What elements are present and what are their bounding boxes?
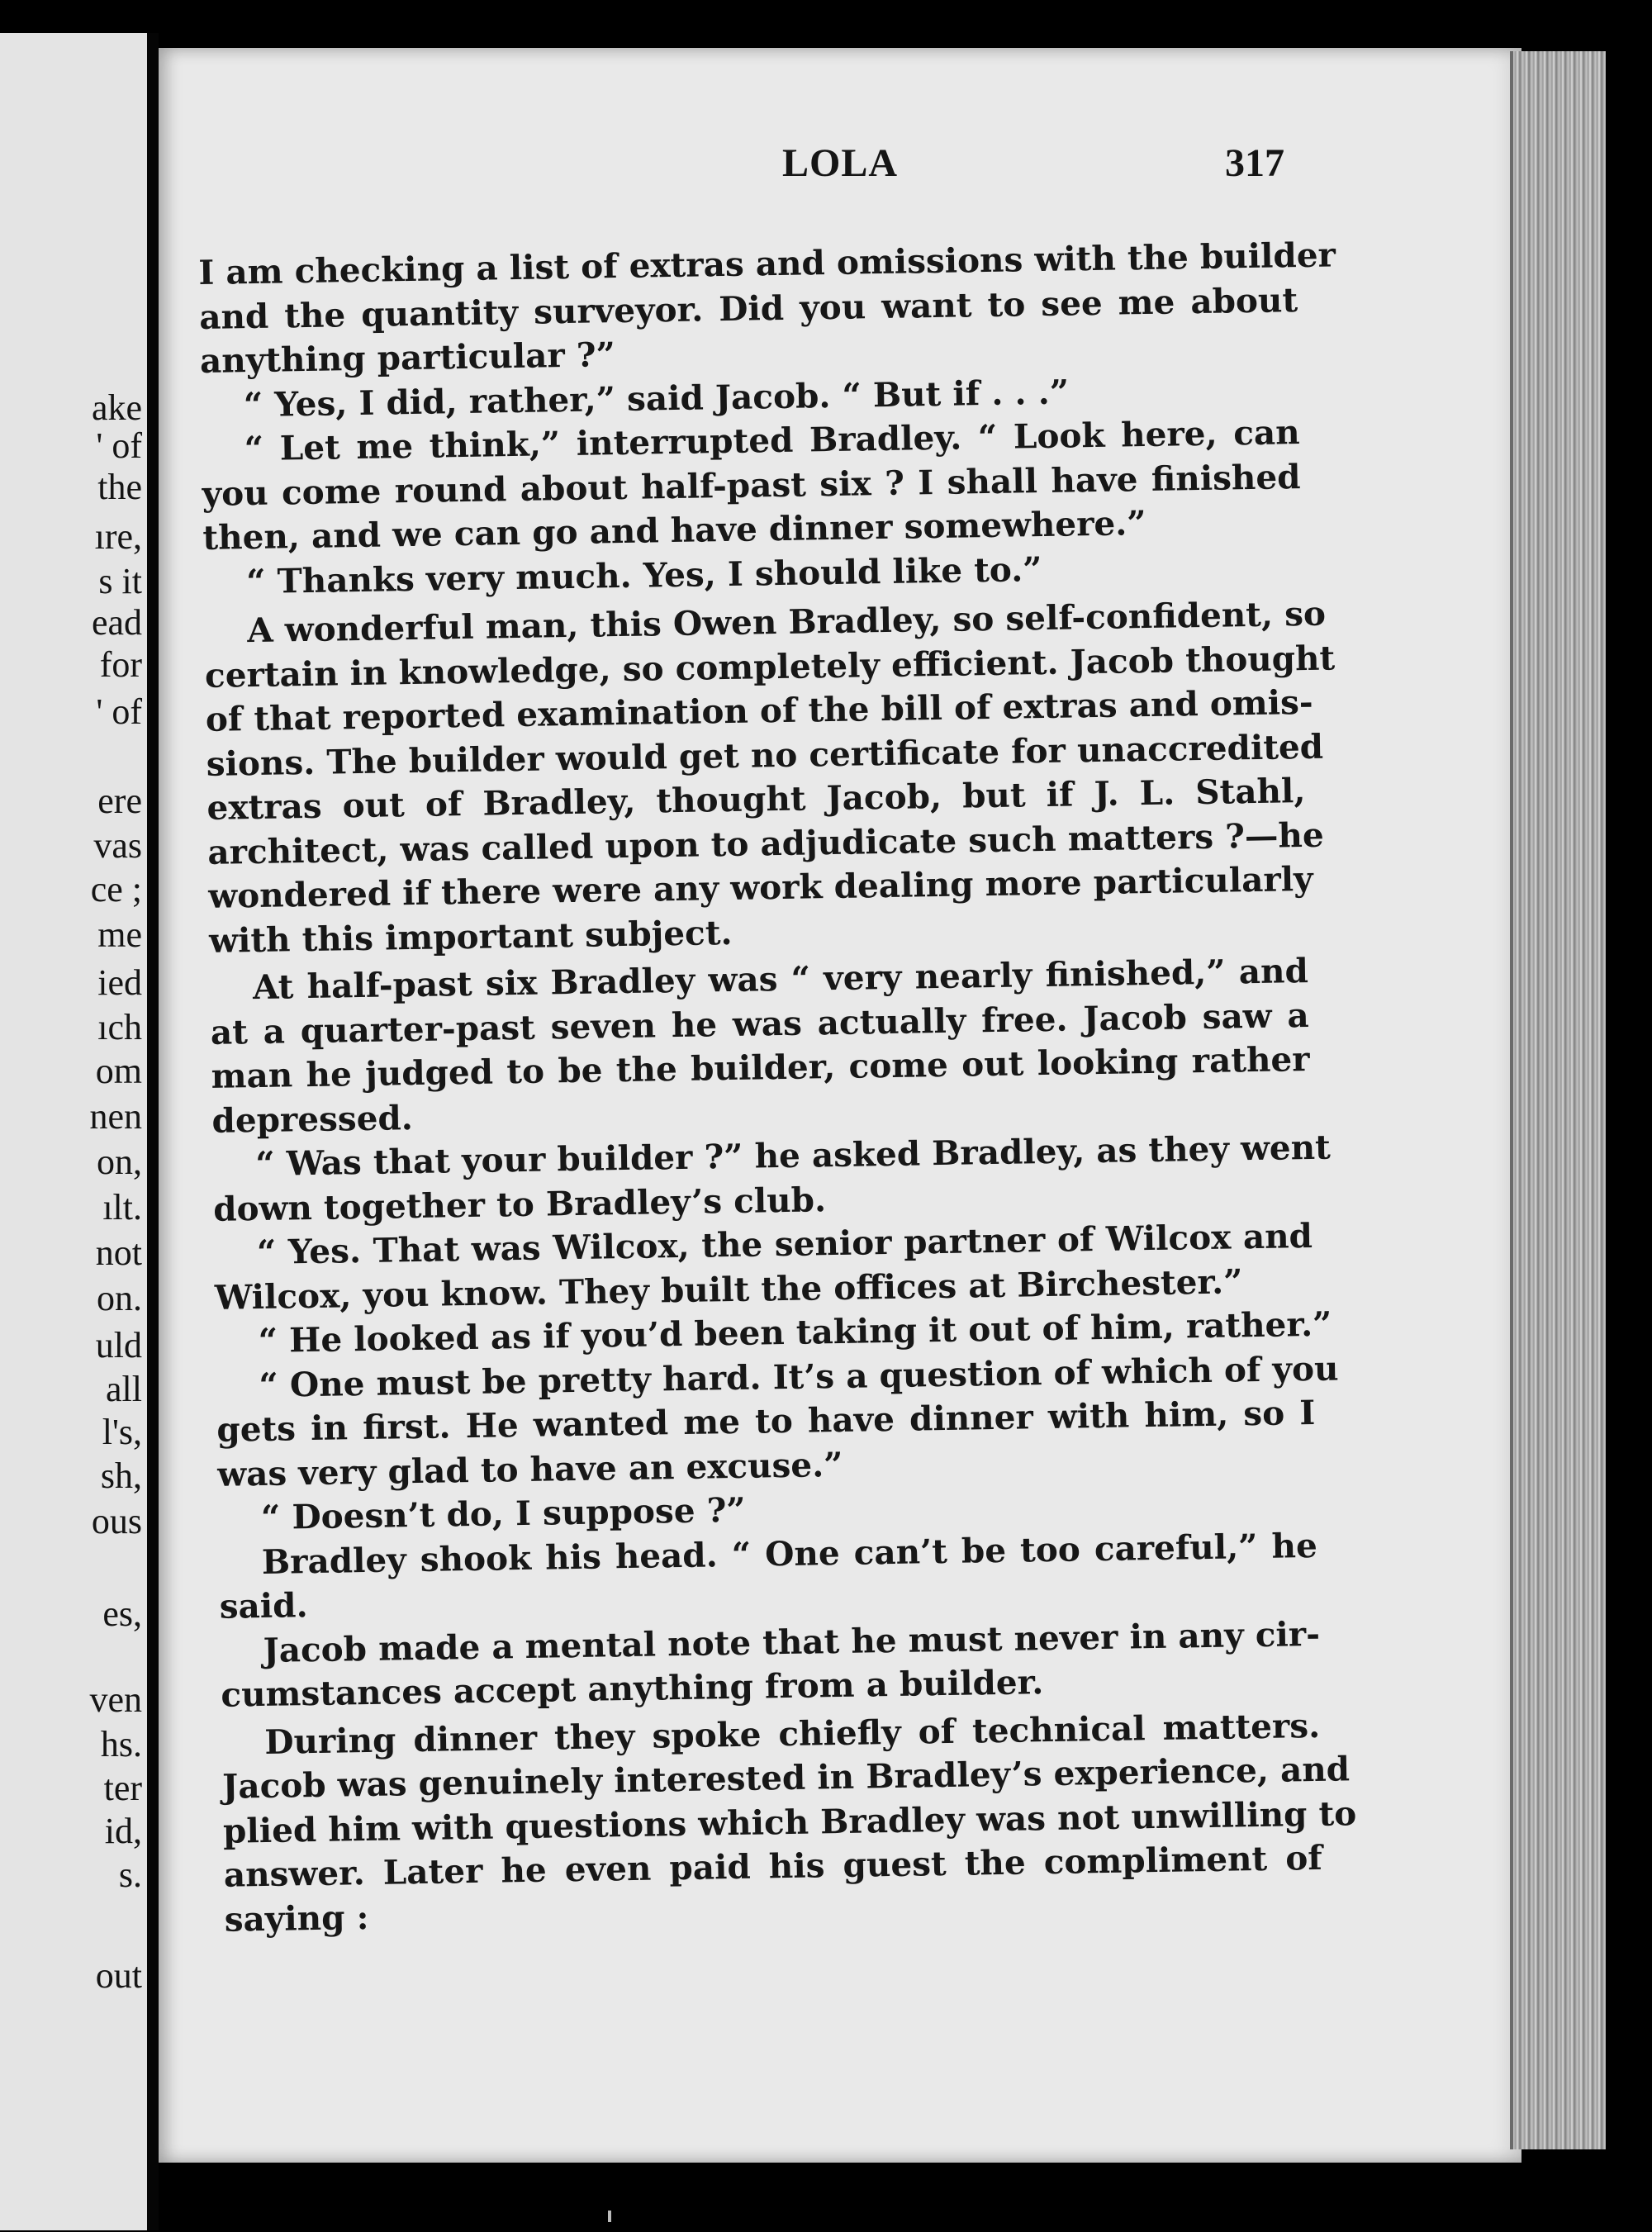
scan-artifact-mark (608, 2211, 611, 2222)
left-page-fragment: ce ; (90, 869, 142, 909)
text-line: cumstances accept anything from a builder. (221, 1662, 1044, 1715)
running-head: LOLA (781, 141, 899, 185)
text-line: anything particular ?” (199, 335, 616, 381)
left-page-fragment: ead (91, 602, 142, 643)
text-line: at a quarter-past seven he was actually free. Jacob saw a (210, 995, 1310, 1052)
text-line: Jacob made a mental note that he must never in any cir- (263, 1613, 1321, 1670)
left-page-fragment: ' of (96, 691, 142, 732)
left-page-fragment: vas (93, 825, 142, 866)
left-page-fragment: l's, (102, 1412, 142, 1452)
text-line: “ Doesn’t do, I suppose ?” (260, 1489, 747, 1537)
left-page-fragment: all (106, 1369, 142, 1409)
left-page-fragment: ıch (97, 1007, 142, 1047)
text-line: saying : (224, 1897, 369, 1940)
text-line: “ One must be pretty hard. It’s a question of which of you (259, 1347, 1339, 1405)
left-facing-page (0, 33, 147, 2230)
left-page-fragment: the (97, 467, 142, 507)
text-line: with this important subject. (208, 912, 733, 961)
book-gutter (147, 33, 159, 2230)
text-line: depressed. (211, 1097, 414, 1141)
text-line: A wonderful man, this Owen Bradley, so self-confident, so (246, 593, 1327, 651)
text-line: and the quantity surveyor. Did you want to see me about (198, 279, 1298, 337)
left-page-fragment: ter (103, 1768, 142, 1808)
body-text (198, 234, 1357, 1942)
text-line: plied him with questions which Bradley was not unwilling to (222, 1793, 1357, 1851)
text-line: you come round about half-past six ? I shall have finished (202, 456, 1301, 514)
text-line: I am checking a list of extras and omissions with the builder (198, 235, 1336, 292)
text-line: architect, was called upon to adjudicate such matters ?—he (207, 814, 1325, 872)
right-page (159, 48, 1521, 2163)
left-page-fragment: ' of (96, 425, 142, 466)
left-page-fragment: ake (91, 387, 142, 428)
left-page-fragment: for (99, 644, 142, 685)
text-line: During dinner they spoke chiefly of technical matters. (263, 1705, 1321, 1762)
text-line: wondered if there were any work dealing more particularly (207, 858, 1313, 916)
left-page-fragment: ied (97, 962, 142, 1003)
text-line: then, and we can go and have dinner somewhere.” (202, 503, 1146, 558)
left-page-fragment: s it (98, 561, 142, 601)
left-page-fragment: ous (91, 1501, 142, 1541)
left-page-fragment: uld (95, 1325, 142, 1365)
left-page-fragment: on, (97, 1142, 142, 1182)
left-page-fragment: ılt. (102, 1187, 142, 1228)
left-page-fragment: om (95, 1051, 142, 1091)
page-number: 317 (1225, 141, 1284, 185)
text-line: “ He looked as if you’d been taking it out of him, rather.” (258, 1304, 1332, 1361)
page-edges (1510, 51, 1606, 2149)
left-page-fragment: hs. (100, 1724, 142, 1764)
left-page-fragment: me (97, 914, 142, 955)
text-line: Wilcox, you know. They built the offices at Birchester.” (214, 1261, 1243, 1318)
left-page-fragment: on. (97, 1278, 142, 1318)
left-page-fragment: out (95, 1955, 142, 1996)
left-page-fragment: id, (104, 1811, 142, 1851)
text-line: Jacob was genuinely interested in Bradley’s experience, and (221, 1749, 1351, 1807)
left-page-fragment: sh, (100, 1456, 142, 1496)
text-line: “ Yes, I did, rather,” said Jacob. “ But if . . .” (243, 371, 1070, 425)
text-line: down together to Bradley’s club. (212, 1179, 827, 1229)
text-line: “ Yes. That was Wilcox, the senior partner of Wilcox and (256, 1215, 1313, 1273)
text-line: man he judged to be the builder, come out looking rather (211, 1038, 1310, 1096)
text-line: said. (219, 1585, 308, 1627)
text-line: Bradley shook his head. “ One can’t be too careful,” he (261, 1525, 1318, 1582)
text-line: certain in knowledge, so completely efficient. Jacob thought (204, 637, 1336, 696)
left-page-fragment: es, (102, 1593, 142, 1634)
text-line: “ Thanks very much. Yes, I should like to.” (245, 549, 1042, 601)
text-line: “ Let me think,” interrupted Bradley. “ Look here, can (244, 412, 1300, 469)
text-line: At half-past six Bradley was “ very nearly finished,” and (252, 951, 1309, 1008)
left-page-fragment: ere (97, 781, 142, 821)
text-line: gets in first. He wanted me to have dinner with him, so I (216, 1392, 1316, 1450)
text-line: was very glad to have an excuse.” (216, 1444, 843, 1494)
left-page-fragment: nen (89, 1096, 142, 1137)
left-page-fragment: not (95, 1232, 142, 1273)
text-line: of that reported examination of the bill of extras and omis- (205, 681, 1313, 739)
text-line: “ Was that your builder ?” he asked Bradley, as they went (254, 1127, 1332, 1185)
text-line: sions. The builder would get no certificate for unaccredited (206, 726, 1324, 784)
text-line: extras out of Bradley, thought Jacob, but if J. L. Stahl, (206, 771, 1306, 828)
left-page-fragment: s. (118, 1854, 142, 1895)
text-line: answer. Later he even paid his guest the compliment of (223, 1837, 1323, 1895)
left-page-fragment: ven (89, 1679, 142, 1720)
left-page-fragment: ıre, (94, 516, 142, 557)
